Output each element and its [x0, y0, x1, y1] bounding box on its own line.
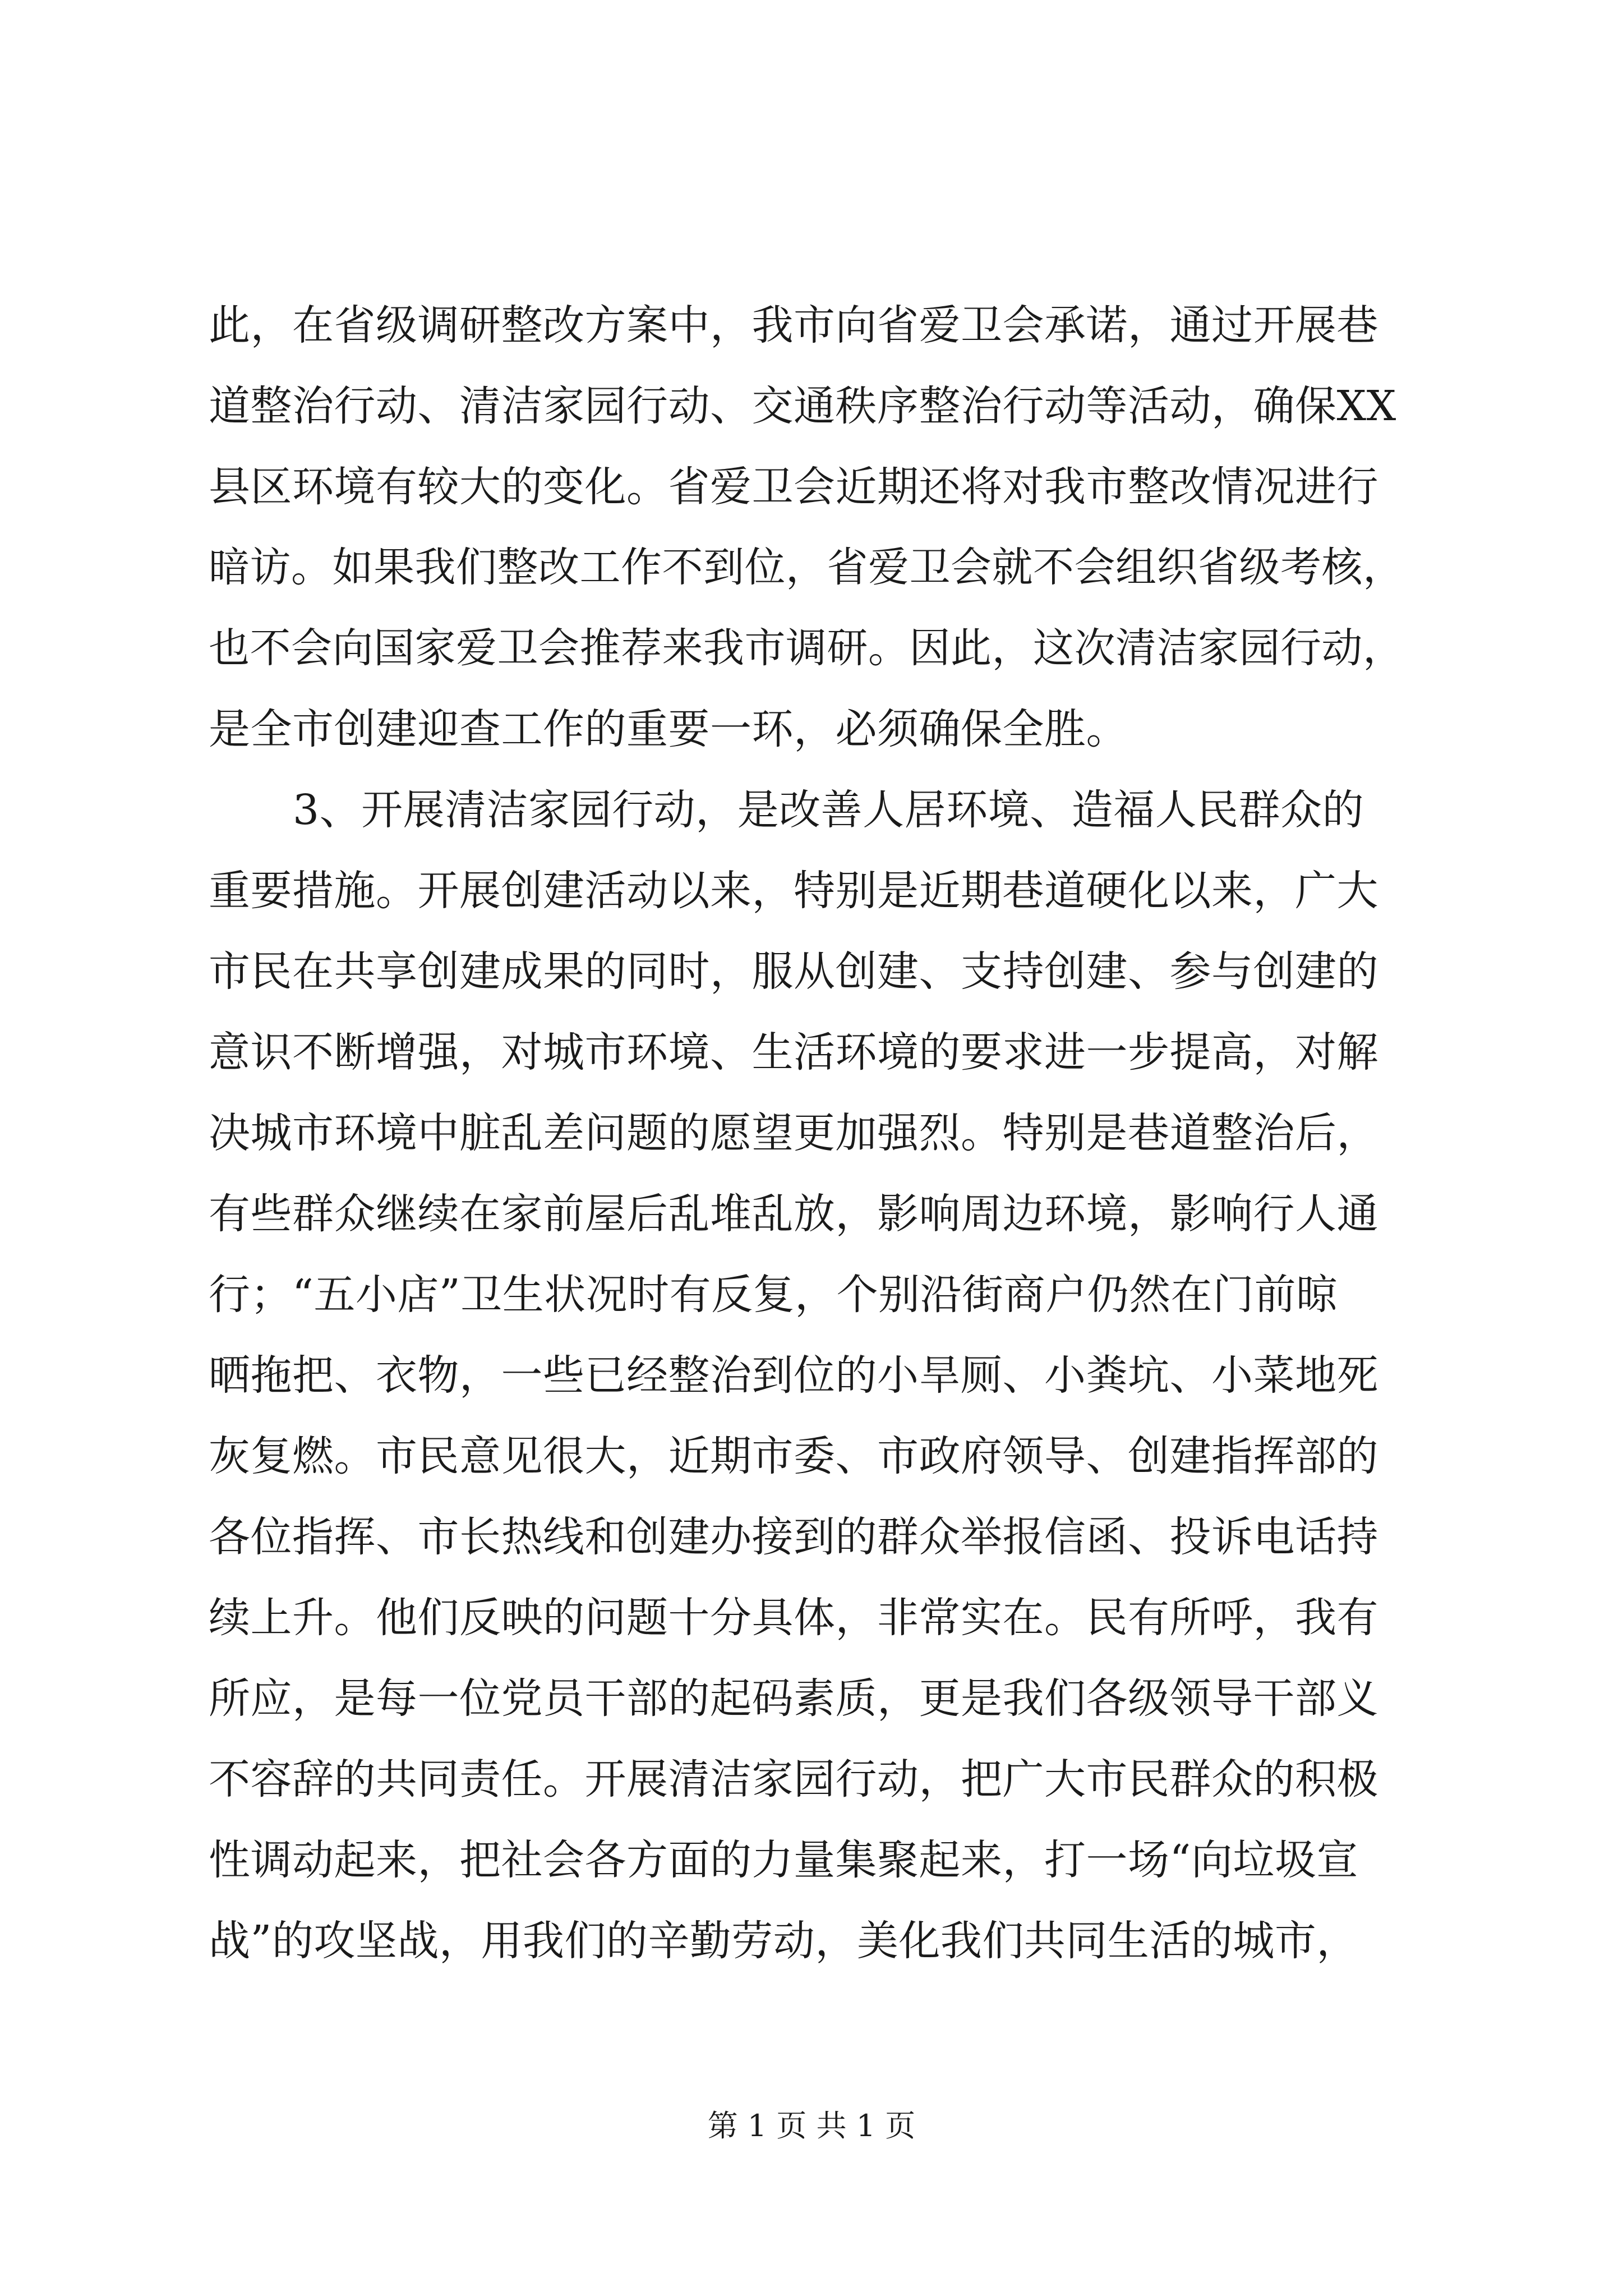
text-line-6: 是全市创建迎查工作的重要一环，必须确保全胜。 [209, 705, 1128, 753]
text-line-9: 市民在共享创建成果的同时，服从创建、支持创建、参与创建的 [209, 947, 1378, 996]
text-line-18: 所应，是每一位党员干部的起码素质，更是我们各级领导干部义 [209, 1674, 1378, 1723]
text-line-4: 暗访。如果我们整改工作不到位，省爱卫会就不会组织省级考核， [209, 544, 1404, 591]
page-number-label: 第 1 页 共 1 页 [707, 2108, 916, 2143]
text-line-12: 有些群众继续在家前屋后乱堆乱放，影响周边环境，影响行人通 [209, 1190, 1378, 1238]
text-line-11: 决城市环境中脏乱差问题的愿望更加强烈。特别是巷道整治后， [209, 1109, 1378, 1157]
text-line-17: 续上升。他们反映的问题十分具体，非常实在。民有所呼，我有 [209, 1594, 1378, 1642]
text-line-3: 县区环境有较大的变化。省爱卫会近期还将对我市整改情况进行 [209, 463, 1378, 511]
text-line-1: 此，在省级调研整改方案中，我市向省爱卫会承诺，通过开展巷 [209, 301, 1378, 349]
body-text [209, 285, 1414, 1981]
text-line-14: 晒拖把、衣物，一些已经整治到位的小旱厕、小粪坑、小菜地死 [209, 1351, 1378, 1400]
text-line-19: 不容辞的共同责任。开展清洁家园行动，把广大市民群众的积极 [209, 1755, 1378, 1803]
text-line-5: 也不会向国家爱卫会推荐来我市调研。因此，这次清洁家园行动， [209, 624, 1404, 672]
text-line-15: 灰复燃。市民意见很大，近期市委、市政府领导、创建指挥部的 [209, 1432, 1378, 1480]
text-line-2: 道整治行动、清洁家园行动、交通秩序整治行动等活动，确保XX [209, 382, 1396, 430]
page-footer [0, 2106, 1623, 2146]
text-line-16: 各位指挥、市长热线和创建办接到的群众举报信函、投诉电话持 [209, 1513, 1378, 1561]
text-line-8: 重要措施。开展创建活动以来，特别是近期巷道硬化以来，广大 [209, 867, 1378, 915]
text-line-20: 性调动起来，把社会各方面的力量集聚起来，打一场“向垃圾宣 [209, 1836, 1358, 1884]
text-line-13: 行；“五小店”卫生状况时有反复，个别沿街商户仍然在门前晾 [209, 1271, 1338, 1319]
text-line-7: 3、开展清洁家园行动，是改善人居环境、造福人民群众的 [293, 786, 1364, 834]
text-line-21: 战”的攻坚战，用我们的辛勤劳动，美化我们共同生活的城市， [209, 1917, 1358, 1965]
text-line-10: 意识不断增强，对城市环境、生活环境的要求进一步提高，对解 [209, 1028, 1378, 1076]
